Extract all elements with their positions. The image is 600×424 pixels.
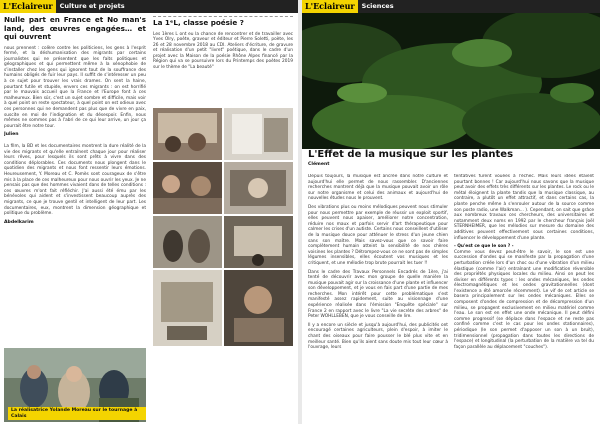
article-author: Clément [308, 162, 330, 167]
article-paragraph: La film, la BD et les documentaires montrent la dure réalité de la vie des migrants et qu'elle entraînent chaque jour pour réaliser leurs rêves, pour lesquels ils sont prêts à vivre dans des conditions déplorables. Ces documents nous plongent dans le quotidien des migrants et nous font ressentir leurs émotions. Heureusement, Y. Moreau et C. Pomès sont courageux de s'être mis à la place de ces malheureux pour nous ouvrir les yeux. Je ne pensais pas que des hommes vivaient dans de telles conditions : ces œuvres m'ont fait réfléchir. J'ai aussi été ému par les bénévoles qui aident et s'investissent beaucoup auprès des migrants, ce que je trouve gentil et intelligent de leur part. Les documentaires, eux, montrent la dimension géographique et politique du problème. [4, 144, 146, 217]
article-paragraph: Il y a encore un siècle et jusqu'à aujourd'hui, des publicités ont encouragé certaines agriculteurs, plein d'espoir, à imiter le chant des oiseaux pour faire pousser le blé plus vite et en meilleur santé. Bien qu'ils aient sans doute mis tout leur cœur à l'ouvrage, leurs [308, 322, 448, 351]
photo-graphic [153, 162, 222, 214]
newspaper-logo: L'Eclaireur [0, 0, 56, 13]
article-paragraph: Dans le cadre des Travaux Personnels Encadrés de 1ère, j'ai tenté de découvrir avec mon groupe de quelle manière la musique pouvait agir sur la croissance d'une plante et influencer son développement, et je vous en fais part d'une partie de mes recherches. Mon intérêt pour cette problématique s'est manifesté assez rapidement, suite au visionnage d'une expérience réalisée dans l'émission "Enquête spéciale" sur France 2 en rapport avec le livre "La vie secrète des arbres" de Peter WOHLLEBEN, que je vous conseille de lire. [308, 269, 448, 320]
photo-caption: La réalisatrice Yolande Moreau sur le tournage à Calais [8, 407, 146, 420]
right-page [302, 0, 600, 424]
article-paragraph: Des vibrations plus ou moins mélodiques peuvent nous stimuler pour nous permettre par exemple de réussir un exploit sportif, elles peuvent nous apaiser, améliorer notre concentration, réduire nos maux et parfois servir d'art thérapeutique pour calmer les crises d'un autiste. Certains nous conseillent d'utiliser de la musique douce pour atténuer le stress d'un jeune chien sans son maître. Mais savez-vous que ce savoir faire complètement humain atteint la sensibilité de nos chères voisines les plantes ? Détrompez-vous ce ne sont pas de simples légumes insensibles, elles écoutent vos musiques et les critiquent, et une mélodie trop brute pourrait les tuer !! [308, 204, 448, 266]
photo-workshop-2 [224, 108, 293, 160]
left-page [0, 0, 298, 424]
photo-workshop-7 [153, 270, 222, 346]
article-headline: La 1ᵉL, classe poésie ? [153, 19, 244, 27]
photo-graphic [153, 108, 222, 160]
photo-graphic [224, 216, 293, 268]
photo-workshop-6 [224, 216, 293, 268]
article-paragraph: Comme vous devez peut-être le savoir, le son est une succession d'ondes qui se manifeste par la propagation d'une perturbation créée lors d'un choc ou d'une vibration d'un milieu élastique (comme l'air) entraînant une modification réversible des propriétés physiques locales du milieu. Ainsi on peut les diviser en différents types : les ondes mécaniques, les ondes électromagnétiques et les ondes gravitationnelles (dont l'existence a été amorcée récemment). Le vif de cet article se basera principalement sur les ondes mécaniques. Elles se composent d'ondes de compression et de décompression d'un milieu, se propagent exclusivement en milieu matériel comme l'eau. Le son est en effet une onde mécanique. Il peut défini comme progressif (se déplace dans l'espace et ne reste pas confiné comme c'est le cas pour les ondes stationnaires), périodique (le son permet d'apposer un son à un bruit), tridimensionnel (propagation dans toutes les directions de l'espace) et longitudinal (la perturbation de la matière va tel du façon parallèle au déplacement "couches"). [454, 249, 594, 350]
photo-workshop-8 [224, 270, 293, 346]
article-header [308, 149, 594, 167]
photo-workshop-1 [153, 108, 222, 160]
photo-graphic [224, 162, 293, 214]
photo-calais-tournage [4, 348, 146, 422]
section-title: Sciences [358, 0, 600, 13]
photo-graphic [224, 108, 293, 160]
photo-graphic [153, 216, 222, 268]
article-column-1 [308, 174, 448, 422]
article-author: Abdelkarim [4, 219, 34, 225]
right-header-bar [302, 0, 600, 13]
article-paragraph: nous prennent : colère contre les politiciens, les gens à l'esprit fermé, et la déshumanisation des migrants par certains journalistes qui ne présentent que les faits politiques et géographiques et qui permettent même à la xénophobie de s'installer chez les gens qui ignorent tout de la souffrance des humains obligés de fuir leur pays. Il suffit de s'intéresser un peu à ce sujet pour trouver les vrais drames. On sent la haine, pourtant futile et stupide, envers ces migrants : on est horrifié par le mauvais accueil que la France et l'Europe font à ces malheureux. Bien sûr, c'est un sujet sombre et difficile, mais voir à quel point on reste spectateur, à quel point on est odieux avec ces personnes qui ne demandent pas plus que de vivre en paix, suscite en moi de l'indignation et du désespoir. Enfin, nous mêmes ne sommes pas à l'abri de ce qui leur arrive, un jour ça pourrait être notre tour. [4, 45, 146, 129]
photo-workshop-5 [153, 216, 222, 268]
article-author: Julien [4, 132, 19, 138]
photo-workshop-4 [224, 162, 293, 214]
article-paragraph: tentatives furent vouées à l'échec. Mais leurs idées étaient pourtant bonnes ! Car aujourd'hui nous savons que la musique peut avoir des effets très différents sur les plantes. Le rock ou le métal éloignent la plante tandis que la musique classique, au contraire, a plutôt un effet attractif, et dans certains cas, la plante penche même à s'enrouler autour de la source comme son poste radio, une Walkman... ). Cependant, on sait que grâce aux nombreux travaux ces chercheurs, des universitaires et notamment deux noms en 1992 par le chercheur français Joël STERNHEIMER, que les mélodies sur mesure du domaine des additives peuvent effectivement sous certaines conditions, influencer le développement d'une plante. [454, 174, 594, 241]
divider [153, 16, 293, 17]
article-paragraph: Depuis toujours, la musique est ancrée dans notre culture et aujourd'hui elle permet de nous rassembler. D'anciennes recherches montrent déjà que la musique pouvait avoir un rôle sur notre organisme et celui des animaux et aujourd'hui de nouvelles études nous le prouvent. [308, 174, 448, 202]
photo-workshop-3 [153, 162, 222, 214]
section-title: Culture et projets [56, 0, 298, 13]
photo-graphic [224, 270, 293, 346]
article-subheading: - Qu'est ce que le son ? - [454, 244, 514, 250]
article-poesie [153, 19, 293, 109]
photo-plants [302, 13, 600, 149]
photo-graphic [153, 270, 222, 346]
newspaper-logo: L'Eclaireur [302, 0, 358, 13]
article-headline: Nulle part en France et No man's land, des œuvres engagées… et qui ouvrent [4, 16, 146, 41]
article-text: Les 1ères L ont eu la chance de rencontrer et de travailler avec Yves Olry, poète, graveur et éditeur et Pierre Soletti, poète, les 26 et 28 novembre 2018 au CDI. Ateliers d'écriture, de gravure et réalisation d'un petit "livret" poétique, dans le cadre d'un projet avec la Maison de la poésie Rhône Alpes financé par la Région qui va se poursuivre lors du Printemps des poètes 2019 sur le thème de "La beauté" [153, 31, 293, 71]
left-header-bar [0, 0, 298, 13]
article-column-2 [454, 174, 594, 422]
article-headline: L'Effet de la musique sur les plantes [308, 149, 514, 160]
photo-graphic [302, 13, 600, 149]
